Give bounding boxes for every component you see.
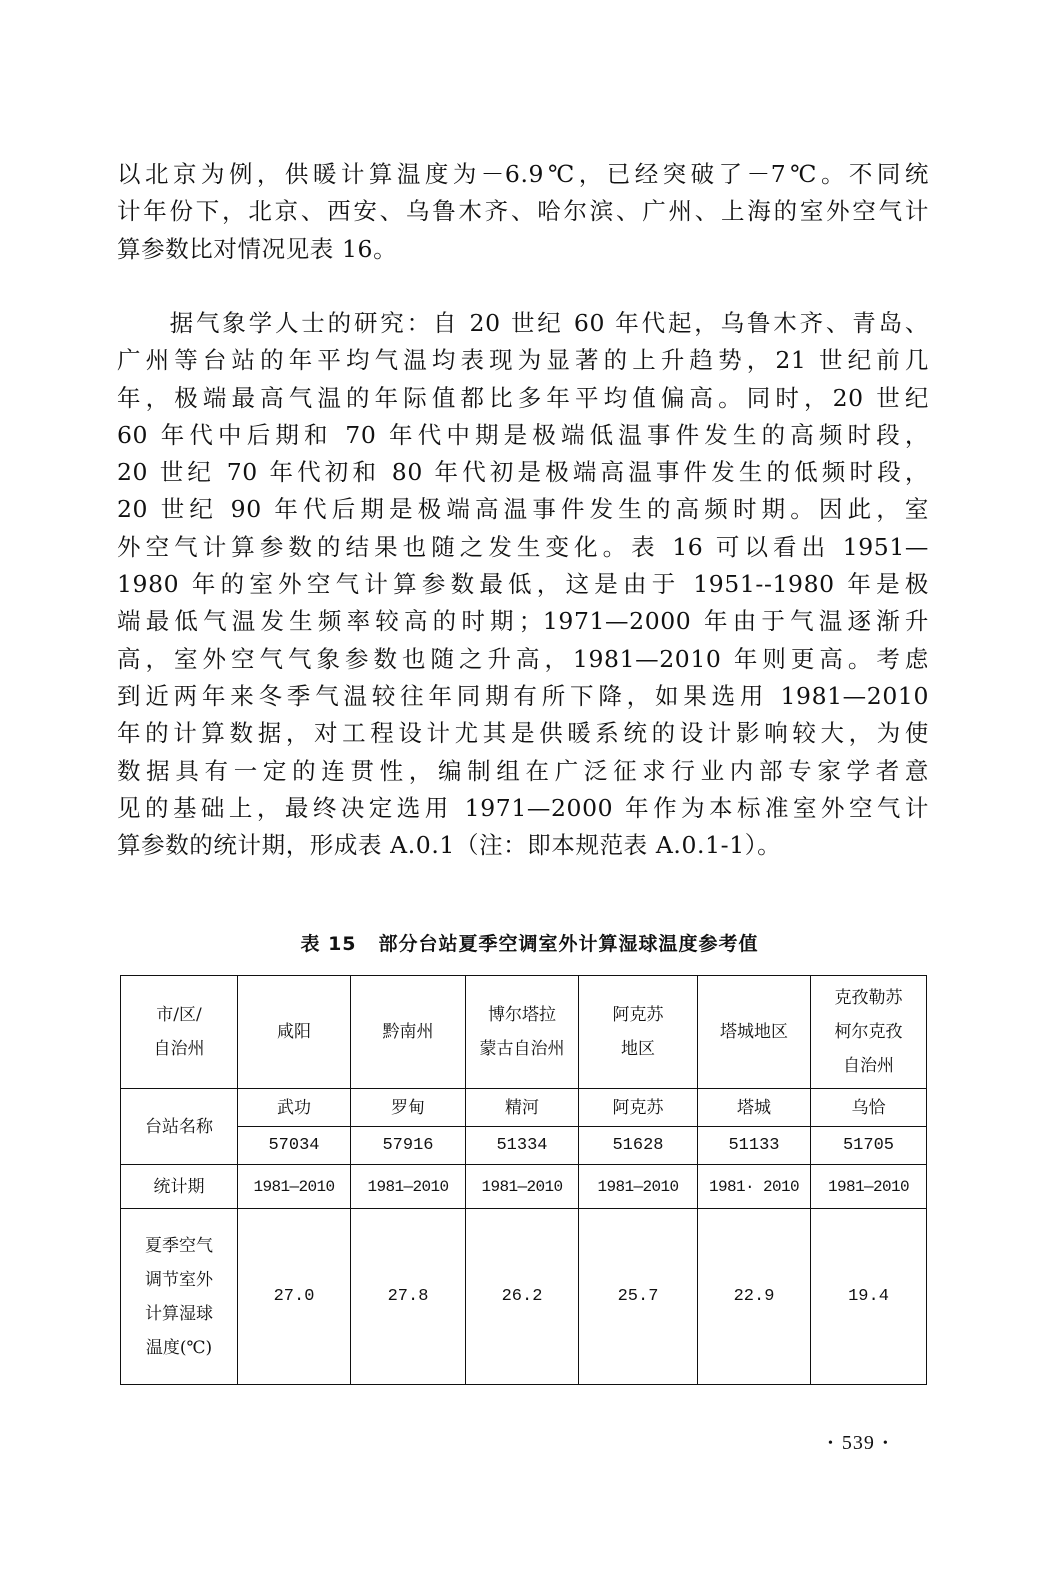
text-line: 据气象学人士的研究：自 20 世纪 60 年代起，乌鲁木齐、青岛、 [117, 309, 929, 337]
header-line: 温度(℃) [145, 1337, 213, 1358]
text-line: 广州等台站的年平均气温均表现为显著的上升趋势，21 世纪前几 [117, 346, 929, 375]
text-line: 计年份下，北京、西安、乌鲁木齐、哈尔滨、广州、上海的室外空气计 [117, 197, 929, 226]
table-row-wet-bulb [121, 1209, 927, 1385]
period-cell: 1981—2010 [811, 1165, 927, 1209]
station-cell: 乌恰 [811, 1089, 927, 1127]
wet-bulb-value-cell: 27.0 [238, 1209, 351, 1385]
header-line: 市/区/ [156, 1005, 202, 1025]
period-cell: 1981· 2010 [698, 1165, 811, 1209]
station-code-cell: 51705 [811, 1127, 927, 1165]
region-line: 阿克苏 [612, 1005, 664, 1025]
station-code-cell: 57034 [238, 1127, 351, 1165]
station-cell: 阿克苏 [579, 1089, 698, 1127]
text-line: 到近两年来冬季气温较往年同期有所下降，如果选用 1981—2010 [117, 681, 929, 710]
period-cell: 1981—2010 [351, 1165, 466, 1209]
page-number [820, 1432, 897, 1455]
text-line: 以北京为例，供暖计算温度为－6.9℃，已经突破了－7℃。不同统 [117, 160, 929, 188]
table-title: 部分台站夏季空调室外计算湿球温度参考值 [378, 933, 759, 955]
wet-bulb-value-cell: 27.8 [351, 1209, 466, 1385]
region-line: 地区 [621, 1039, 655, 1059]
region-cell [466, 976, 579, 1089]
header-line: 调节室外 [145, 1269, 213, 1290]
paragraph-1 [117, 156, 929, 268]
period-cell: 1981—2010 [238, 1165, 351, 1209]
table-row-station-code [121, 1127, 927, 1165]
table-row-period [121, 1165, 927, 1209]
text-line: 20 世纪 90 年代后期是极端高温事件发生的高频时期。因此，室 [117, 495, 929, 524]
text-line: 算参数比对情况见表 16。 [117, 234, 398, 263]
station-code-cell: 51133 [698, 1127, 811, 1165]
wet-bulb-value-cell: 25.7 [579, 1209, 698, 1385]
wet-bulb-value-cell: 26.2 [466, 1209, 579, 1385]
text-line: 数据具有一定的连贯性，编制组在广泛征求行业内部专家学者意 [117, 756, 929, 785]
region-line: 自治州 [843, 1056, 894, 1076]
table-row-station [121, 1089, 927, 1127]
row-header-period: 统计期 [121, 1165, 238, 1209]
station-cell: 精河 [466, 1089, 579, 1127]
region-line: 克孜勒苏 [834, 988, 903, 1008]
period-cell: 1981—2010 [466, 1165, 579, 1209]
text-line: 年的计算数据，对工程设计尤其是供暖系统的设计影响较大，为使 [117, 719, 929, 748]
region-cell [351, 976, 466, 1089]
station-code-cell: 57916 [351, 1127, 466, 1165]
text-line: 端最低气温发生频率较高的时期；1971—2000 年由于气温逐渐升 [117, 607, 929, 636]
row-header-wet-bulb [121, 1209, 238, 1385]
header-line: 夏季空气 [145, 1235, 213, 1256]
header-line: 计算湿球 [145, 1303, 213, 1324]
row-header-region [121, 976, 238, 1089]
text-line: 年，极端最高气温的年际值都比多年平均值偏高。同时，20 世纪 [117, 383, 929, 412]
period-cell: 1981—2010 [579, 1165, 698, 1209]
station-cell: 罗甸 [351, 1089, 466, 1127]
region-cell [238, 976, 351, 1089]
region-cell [811, 976, 927, 1089]
text-line: 20 世纪 70 年代初和 80 年代初是极端高温事件发生的低频时段， [117, 458, 929, 487]
table-caption [0, 929, 1059, 956]
text-line: 60 年代中后期和 70 年代中期是极端低温事件发生的高频时段， [117, 420, 929, 449]
station-code-cell: 51628 [579, 1127, 698, 1165]
table-row-region [121, 976, 927, 1089]
text-line: 算参数的统计期，形成表 A.0.1（注：即本规范表 A.0.1-1）。 [117, 831, 782, 860]
bullet-icon: • [882, 1436, 889, 1452]
region-cell [579, 976, 698, 1089]
station-code-cell: 51334 [466, 1127, 579, 1165]
text-line: 见的基础上，最终决定选用 1971—2000 年作为本标准室外空气计 [117, 793, 929, 822]
text-line: 1980 年的室外空气计算参数最低，这是由于 1951--1980 年是极 [117, 570, 929, 599]
wet-bulb-value-cell: 19.4 [811, 1209, 927, 1385]
region-line: 黔南州 [382, 1022, 434, 1042]
page-number-text: 539 [841, 1432, 875, 1454]
text-line: 高，室外空气气象参数也随之升高，1981—2010 年则更高。考虑 [117, 644, 929, 673]
station-cell: 武功 [238, 1089, 351, 1127]
region-line: 蒙古自治州 [479, 1039, 565, 1059]
wet-bulb-value-cell: 22.9 [698, 1209, 811, 1385]
table-number: 表 15 [300, 933, 357, 955]
region-line: 塔城地区 [720, 1022, 788, 1042]
text-line: 外空气计算参数的结果也随之发生变化。表 16 可以看出 1951— [117, 532, 929, 561]
region-line: 柯尔克孜 [834, 1022, 903, 1042]
bullet-icon: • [828, 1436, 834, 1452]
station-cell: 塔城 [698, 1089, 811, 1127]
header-line: 自治州 [153, 1039, 205, 1059]
region-line: 博尔塔拉 [488, 1005, 556, 1025]
wet-bulb-temperature-table [120, 975, 927, 1385]
region-line: 咸阳 [277, 1022, 311, 1042]
row-header-station-name: 台站名称 [121, 1089, 238, 1165]
region-cell [698, 976, 811, 1089]
paragraph-2 [117, 305, 929, 864]
